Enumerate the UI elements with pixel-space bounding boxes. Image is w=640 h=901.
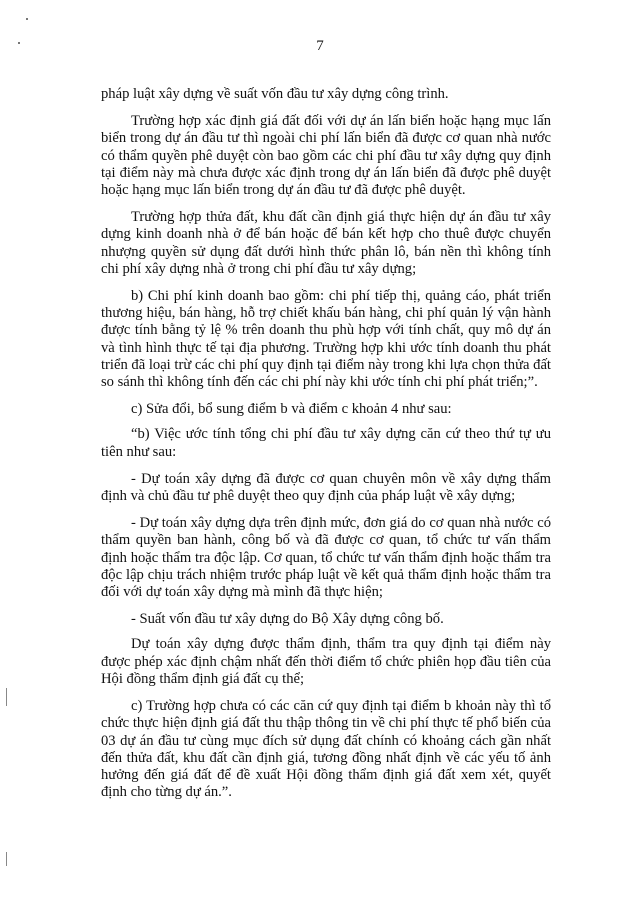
paragraph: b) Chi phí kinh doanh bao gồm: chi phí tiếp thị, quảng cáo, phát triển thương hiệu, bán hàng, hỗ trợ chiết khấu bán hàng, chi phí quản lý vận hành được tính bằng tỷ lệ % trên doanh thu phù hợp với tính chất, quy mô dự án và tình hình thực tế tại địa phương. Trường hợp khi ước tính doanh thu phát triển đã loại trừ các chi phí quy định tại điểm này trong khi lựa chọn thửa đất so sánh thì không tính đến các chi phí này khi ước tính chi phí phát triển;”.	[101, 288, 551, 391]
document-body	[101, 86, 551, 811]
paragraph: - Suất vốn đầu tư xây dựng do Bộ Xây dựng công bố.	[131, 611, 444, 628]
scan-margin-mark	[6, 688, 7, 706]
paragraph: pháp luật xây dựng về suất vốn đầu tư xây dựng công trình.	[101, 86, 449, 102]
paragraph: Trường hợp xác định giá đất đối với dự án lấn biển hoặc hạng mục lấn biển trong dự án đầu tư thì ngoài chi phí lấn biển đã được cơ quan nhà nước có thẩm quyền phê duyệt còn bao gồm các chi phí đầu tư xây dựng quy định tại điểm này mà chưa được xác định trong dự án lấn biển đã được phê duyệt hoặc hạng mục lấn biển trong dự án đầu tư đã được phê duyệt.	[101, 113, 551, 199]
paragraph: Dự toán xây dựng được thẩm định, thẩm tra quy định tại điểm này được phép xác định chậm nhất đến thời điểm tổ chức phiên họp đầu tiên của Hội đồng thẩm định giá đất cụ thể;	[101, 636, 551, 687]
scan-margin-mark	[6, 852, 7, 866]
scan-dot	[26, 18, 28, 20]
paragraph: c) Sửa đổi, bổ sung điểm b và điểm c khoản 4 như sau:	[131, 401, 452, 418]
paragraph: Trường hợp thửa đất, khu đất cần định giá thực hiện dự án đầu tư xây dựng kinh doanh nhà ở để bán hoặc để bán kết hợp cho thuê được chuyển nhượng quyền sử dụng đất dưới hình thức phân lô, bán nền thì không tính chi phí xây dựng nhà ở trong chi phí đầu tư xây dựng;	[101, 209, 551, 277]
paragraph: - Dự toán xây dựng dựa trên định mức, đơn giá do cơ quan nhà nước có thẩm quyền ban hành, công bố và đã được cơ quan, tổ chức tư vấn thẩm định hoặc thẩm tra độc lập. Cơ quan, tổ chức tư vấn thẩm định hoặc thẩm tra độc lập chịu trách nhiệm trước pháp luật về kết quả thẩm định hoặc thẩm tra đối với dự toán xây dựng mà mình đã thực hiện;	[101, 515, 551, 601]
page-number: 7	[316, 38, 324, 54]
paragraph: “b) Việc ước tính tổng chi phí đầu tư xây dựng căn cứ theo thứ tự ưu tiên như sau:	[101, 426, 551, 460]
paragraph: c) Trường hợp chưa có các căn cứ quy định tại điểm b khoản này thì tổ chức thực hiện định giá đất thu thập thông tin về chi phí thực tế phổ biến của 03 dự án đầu tư cùng mục đích sử dụng đất chính có khoảng cách gần nhất đến thửa đất, khu đất cần định giá, tương đồng nhất định về các yếu tố ảnh hưởng đến giá đất để đề xuất Hội đồng thẩm định giá đất xem xét, quyết định cho từng dự án.”.	[101, 698, 551, 801]
paragraph: - Dự toán xây dựng đã được cơ quan chuyên môn về xây dựng thẩm định và chủ đầu tư phê duyệt theo quy định của pháp luật về xây dựng;	[101, 470, 551, 505]
